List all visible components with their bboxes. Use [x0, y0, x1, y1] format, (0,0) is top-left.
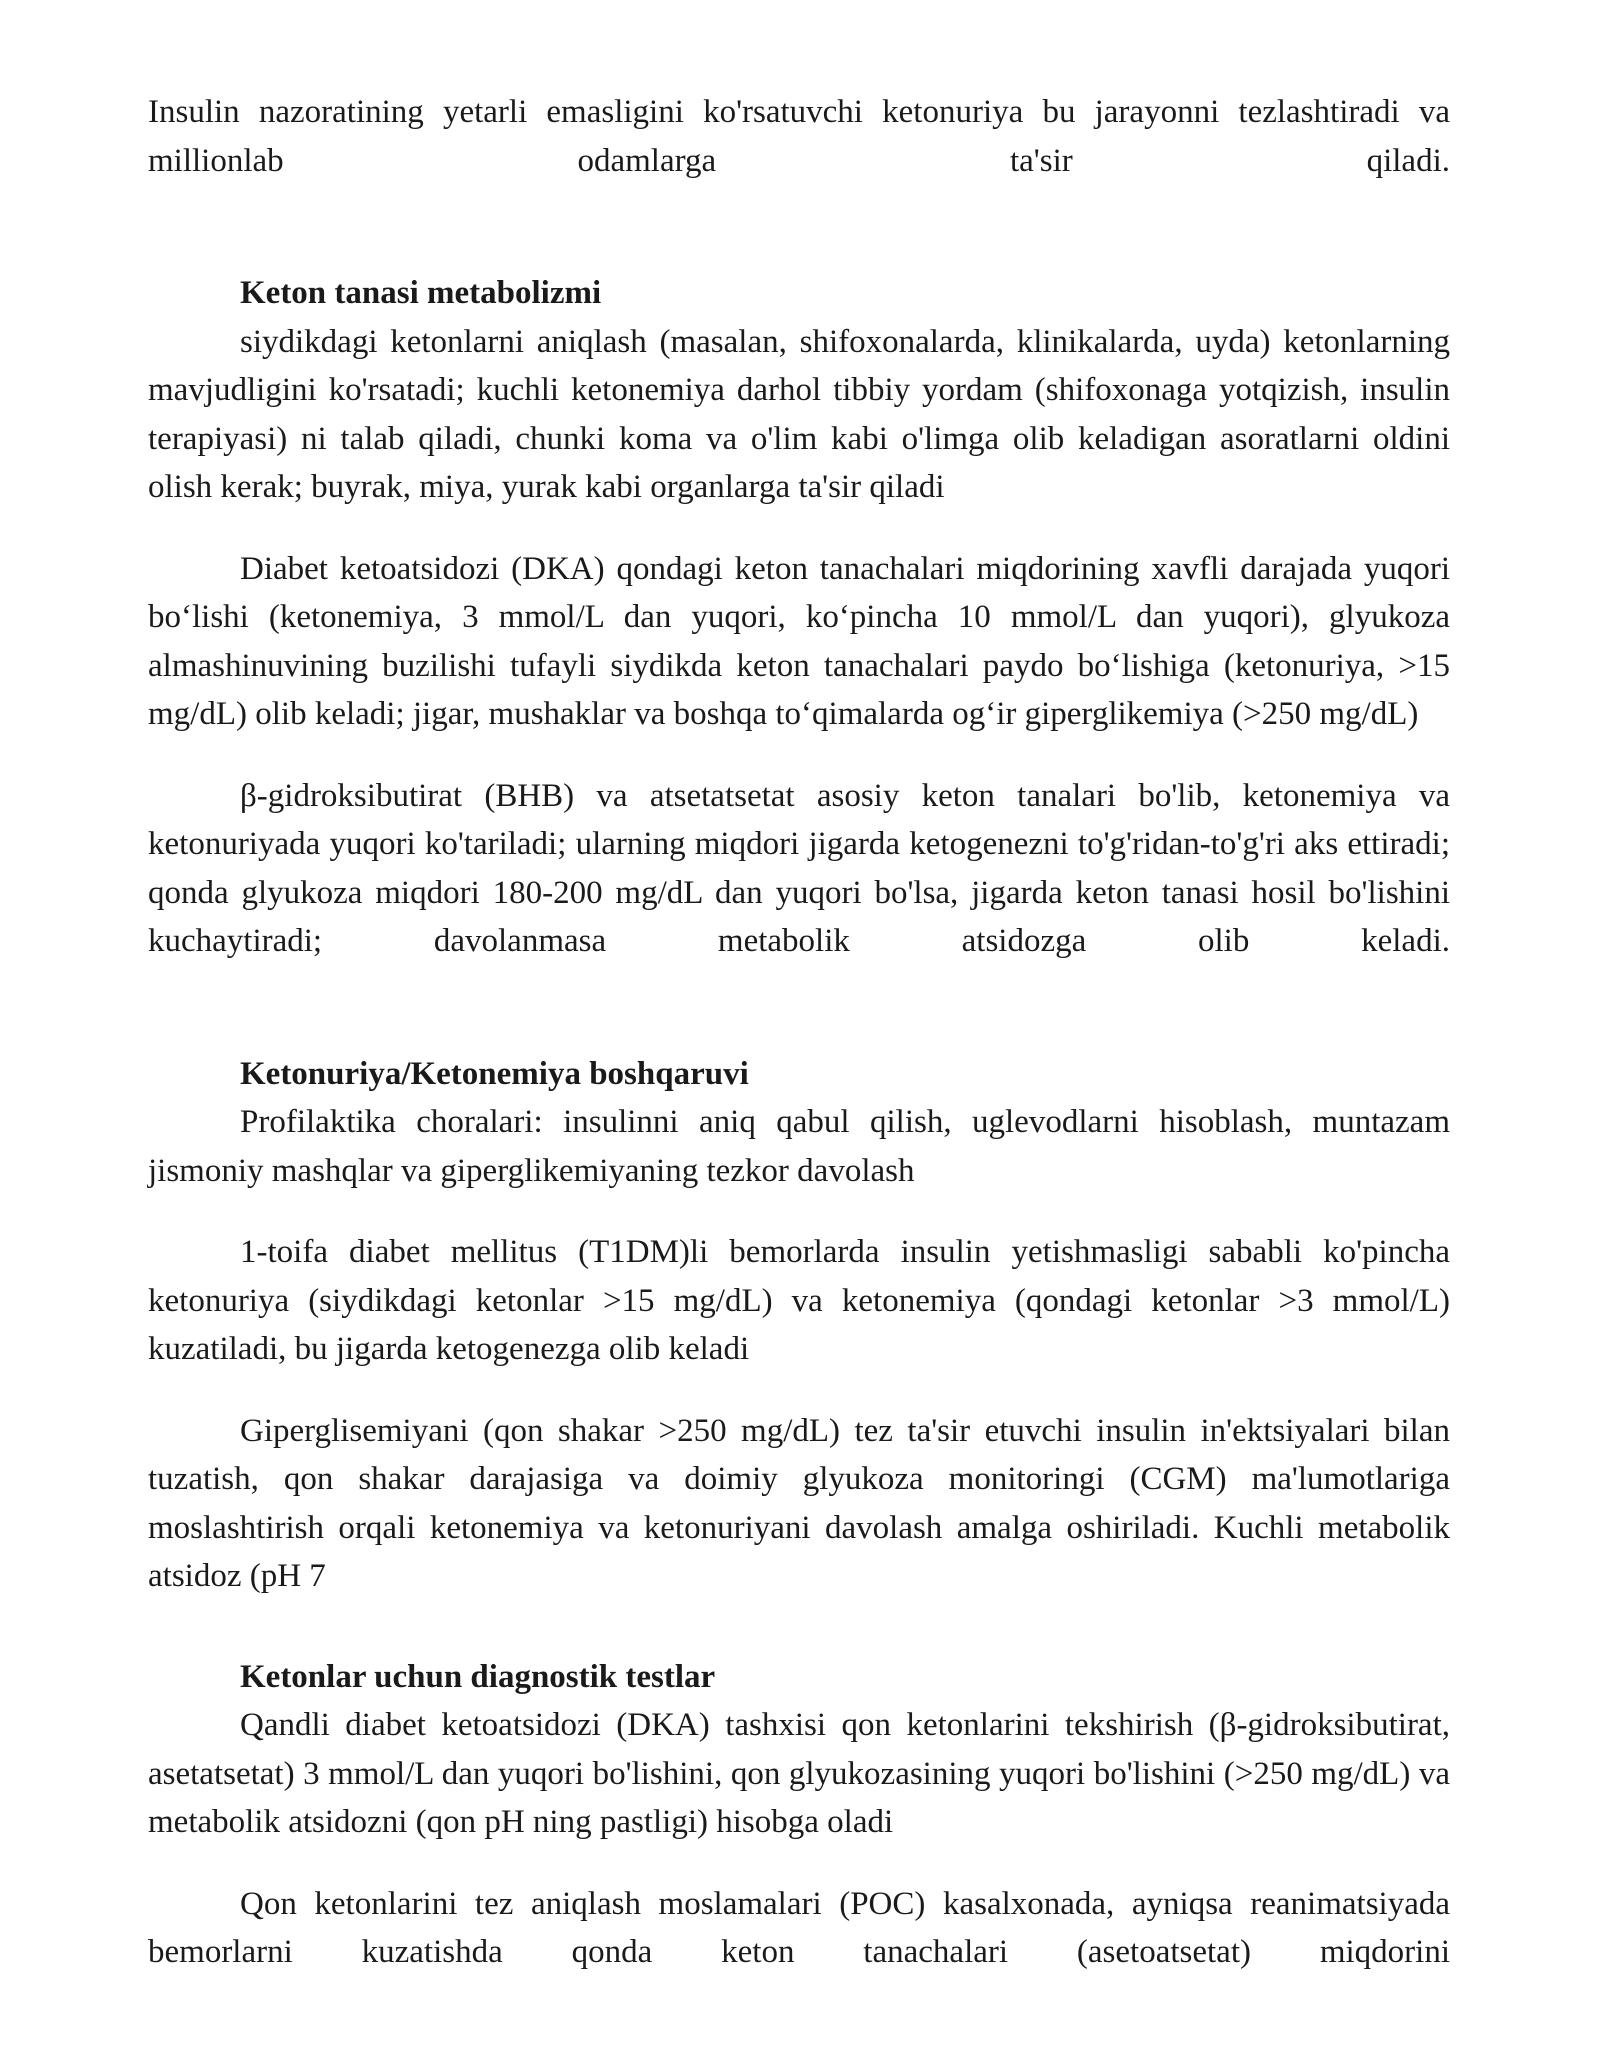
document-page: [148, 88, 1450, 1977]
paragraph-t1dm-ketonuria: 1-toifa diabet mellitus (T1DM)li bemorlarda insulin yetishmasligi sababli ko'pincha ketonuriya (siydikdagi ketonlar >15 mg/dL) va ketonemiya (qondagi ketonlar >3 mmol/L) kuzatiladi, bu jigarda ketogenezga olib keladi: [148, 1234, 1450, 1367]
section-heading-ketonuria-management: Ketonuriya/Ketonemiya boshqaruvi: [240, 1055, 749, 1092]
section-heading-ketone-metabolism: Keton tanasi metabolizmi: [240, 275, 602, 311]
paragraph-urine-ketone-detection: siydikdagi ketonlarni aniqlash (masalan, shifoxonalarda, klinikalarda, uyda) ketonlarning mavjudligini ko'rsatadi; kuchli ketonemiya darhol tibbiy yordam (shifoxonaga yotqizish, insulin terapiyasi) ni talab qiladi, chunki koma va o'lim kabi o'limga olib keladigan asoratlarni oldini olish kerak; buyrak, miya, yurak kabi organlarga ta'sir qiladi: [148, 323, 1450, 505]
paragraph-poc-devices: Qon ketonlarini tez aniqlash moslamalari (POC) kasalxonada, ayniqsa reanimatsiyada bemorlarni kuzatishda qonda keton tanachalari (asetoatsetat) miqdorini: [148, 1885, 1450, 1970]
paragraph-bhb-acetoacetate: β-gidroksibutirat (BHB) va atsetatsetat asosiy keton tanalari bo'lib, ketonemiya va ketonuriyada yuqori ko'tariladi; ularning miqdori jigarda ketogenezni to'g'ridan-to'g'ri aks ettiradi; qonda glyukoza miqdori 180-200 mg/dL dan yuqori bo'lsa, jigarda keton tanasi hosil bo'lishini kuchaytiradi; davolanmasa metabolik atsidozga olib keladi.: [148, 777, 1450, 959]
paragraph-hyperglycemia-correction: Giperglisemiyani (qon shakar >250 mg/dL) tez ta'sir etuvchi insulin in'ektsiyalari bilan tuzatish, qon shakar darajasiga va doimiy glyukoza monitoringi (CGM) ma'lumotlariga moslashtirish orqali ketonemiya va ketonuriyani davolash amalga oshiriladi. Kuchli metabolik atsidoz (pH 7: [148, 1412, 1450, 1594]
paragraph-prevention-measures: Profilaktika choralari: insulinni aniq qabul qilish, uglevodlarni hisoblash, muntazam jismoniy mashqlar va giperglikemiyaning tezkor davolash: [148, 1104, 1450, 1189]
paragraph-dka-diagnosis: Qandli diabet ketoatsidozi (DKA) tashxisi qon ketonlarini tekshirish (β-gidroksibutirat, asetatsetat) 3 mmol/L dan yuqori bo'lishini, qon glyukozasining yuqori bo'lishini (>250 mg/dL) va metabolik atsidozni (qon pH ning pastligi) hisobga oladi: [148, 1707, 1450, 1840]
paragraph-dka-definition: Diabet ketoatsidozi (DKA) qondagi keton tanachalari miqdorining xavfli darajada yuqori bo‘lishi (ketonemiya, 3 mmol/L dan yuqori, ko‘pincha 10 mmol/L dan yuqori), glyukoza almashinuvining buzilishi tufayli siydikda keton tanachalari paydo bo‘lishiga (ketonuriya, >15 mg/dL) olib keladi; jigar, mushaklar va boshqa to‘qimalarda og‘ir giperglikemiya (>250 mg/dL): [148, 550, 1450, 732]
section-heading-diagnostic-tests: Ketonlar uchun diagnostik testlar: [240, 1658, 716, 1695]
intro-paragraph: Insulin nazoratining yetarli emasligini ko'rsatuvchi ketonuriya bu jarayonni tezlashtiradi va millionlab odamlarga ta'sir qiladi.: [148, 94, 1450, 179]
